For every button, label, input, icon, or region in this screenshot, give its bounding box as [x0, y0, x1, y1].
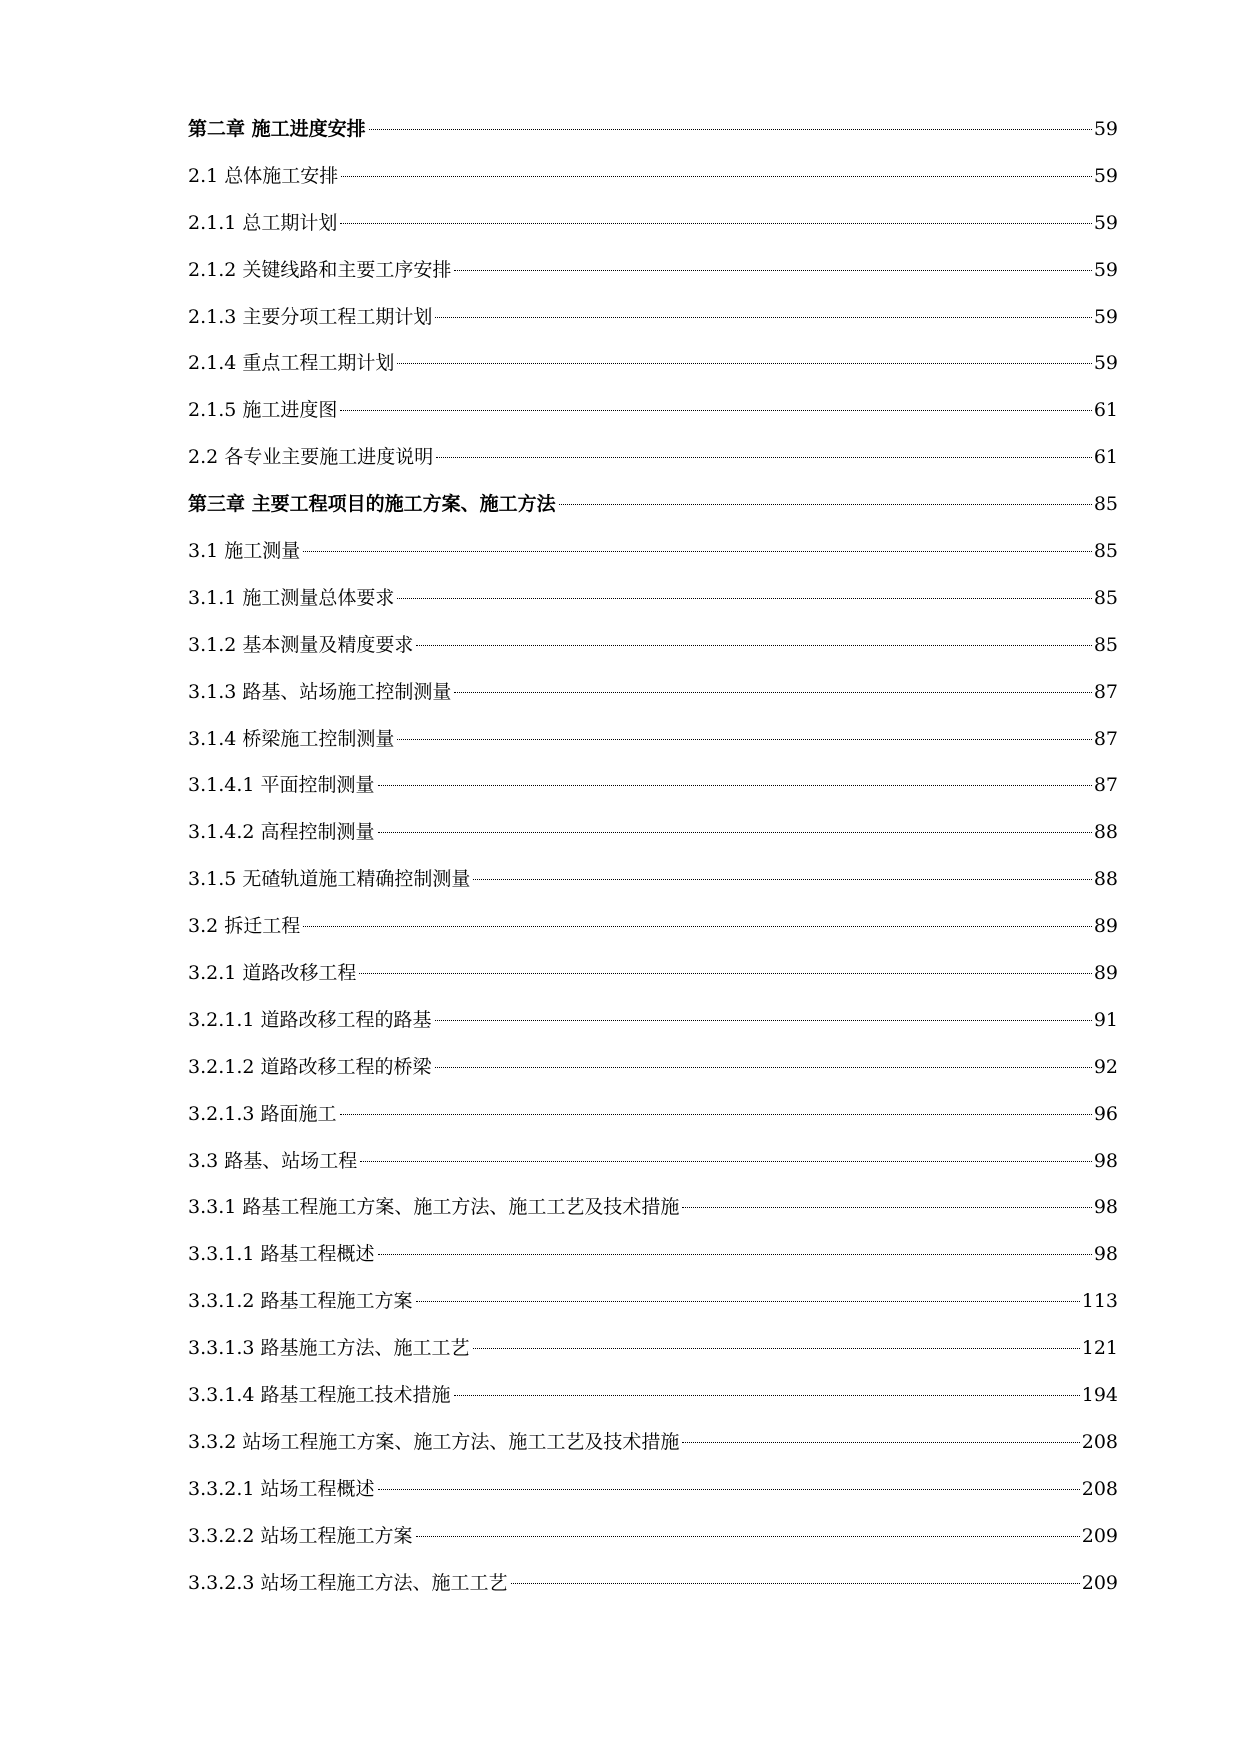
toc-leader-dots: [378, 1254, 1092, 1255]
toc-entry[interactable]: [188, 716, 1118, 763]
toc-entry-title: 3.3.1.4 路基工程施工技术措施: [188, 1384, 451, 1407]
toc-entry-title: 3.3.1.2 路基工程施工方案: [188, 1290, 413, 1313]
toc-leader-dots: [397, 598, 1091, 599]
toc-entry[interactable]: [188, 340, 1118, 387]
toc-leader-dots: [454, 692, 1091, 693]
toc-entry[interactable]: [188, 434, 1118, 481]
toc-entry-title: 3.1.1 施工测量总体要求: [188, 586, 395, 609]
toc-page-number: 88: [1093, 868, 1118, 891]
toc-page-number: 59: [1093, 211, 1118, 234]
toc-leader-dots: [511, 1583, 1080, 1584]
toc-entry-title: 3.3 路基、站场工程: [188, 1149, 358, 1172]
toc-entry[interactable]: [188, 1419, 1118, 1466]
toc-entry-title: 2.1.5 施工进度图: [188, 399, 338, 422]
toc-page-number: 59: [1093, 352, 1118, 375]
toc-entry-title: 3.1.5 无碴轨道施工精确控制测量: [188, 868, 471, 891]
toc-page-number: 98: [1093, 1196, 1118, 1219]
toc-entry[interactable]: [188, 1513, 1118, 1560]
toc-leader-dots: [454, 1395, 1080, 1396]
toc-entry[interactable]: [188, 481, 1118, 528]
toc-entry-title: 3.2.1 道路改移工程: [188, 962, 357, 985]
toc-entry-title: 3.1.3 路基、站场施工控制测量: [188, 680, 452, 703]
toc-entry[interactable]: [188, 106, 1118, 153]
toc-entry-title: 2.1 总体施工安排: [188, 164, 339, 187]
toc-entry[interactable]: [188, 1325, 1118, 1372]
toc-leader-dots: [340, 1114, 1092, 1115]
toc-page-number: 209: [1081, 1571, 1118, 1594]
toc-entry[interactable]: [188, 669, 1118, 716]
toc-page-number: 61: [1093, 399, 1118, 422]
toc-entry[interactable]: [188, 294, 1118, 341]
toc-entry[interactable]: [188, 1278, 1118, 1325]
toc-page-number: 85: [1093, 586, 1118, 609]
toc-leader-dots: [435, 1020, 1092, 1021]
toc-entry[interactable]: [188, 950, 1118, 997]
toc-page-number: 59: [1093, 118, 1118, 140]
toc-entry[interactable]: [188, 200, 1118, 247]
toc-leader-dots: [416, 1536, 1080, 1537]
toc-page-number: 92: [1093, 1055, 1118, 1078]
toc-entry-title: 第二章 施工进度安排: [188, 118, 366, 140]
toc-entry-title: 第三章 主要工程项目的施工方案、施工方法: [188, 493, 556, 516]
toc-entry-title: 3.1.4.2 高程控制测量: [188, 821, 375, 844]
toc-leader-dots: [473, 1348, 1080, 1349]
toc-leader-dots: [378, 832, 1092, 833]
toc-leader-dots: [454, 270, 1091, 271]
toc-leader-dots: [436, 457, 1092, 458]
table-of-contents: [188, 106, 1118, 1607]
toc-entry[interactable]: [188, 997, 1118, 1044]
toc-leader-dots: [397, 363, 1091, 364]
toc-leader-dots: [303, 926, 1092, 927]
toc-page-number: 85: [1093, 633, 1118, 656]
toc-leader-dots: [360, 1161, 1092, 1162]
toc-page-number: 208: [1081, 1430, 1118, 1453]
toc-entry-title: 3.1.4.1 平面控制测量: [188, 774, 375, 797]
toc-entry[interactable]: [188, 1560, 1118, 1607]
toc-leader-dots: [340, 223, 1091, 224]
toc-entry-title: 3.1.4 桥梁施工控制测量: [188, 727, 395, 750]
toc-entry-title: 3.2 拆迁工程: [188, 915, 301, 938]
toc-entry[interactable]: [188, 1231, 1118, 1278]
toc-entry[interactable]: [188, 762, 1118, 809]
toc-entry[interactable]: [188, 903, 1118, 950]
toc-page-number: 89: [1093, 962, 1118, 985]
toc-entry[interactable]: [188, 622, 1118, 669]
toc-page-number: 98: [1093, 1149, 1118, 1172]
toc-entry[interactable]: [188, 528, 1118, 575]
toc-page-number: 88: [1093, 821, 1118, 844]
toc-entry-title: 3.3.1 路基工程施工方案、施工方法、施工工艺及技术措施: [188, 1196, 680, 1219]
toc-entry-title: 2.1.1 总工期计划: [188, 211, 338, 234]
toc-page-number: 121: [1081, 1337, 1118, 1360]
toc-entry[interactable]: [188, 1091, 1118, 1138]
toc-entry-title: 3.3.1.3 路基施工方法、施工工艺: [188, 1337, 470, 1360]
toc-page-number: 96: [1093, 1102, 1118, 1125]
toc-page-number: 85: [1093, 493, 1118, 516]
toc-entry[interactable]: [188, 856, 1118, 903]
toc-entry[interactable]: [188, 153, 1118, 200]
toc-page-number: 87: [1093, 680, 1118, 703]
toc-leader-dots: [341, 176, 1092, 177]
toc-entry-title: 3.1 施工测量: [188, 540, 301, 563]
toc-leader-dots: [473, 879, 1091, 880]
toc-leader-dots: [416, 1301, 1080, 1302]
toc-entry-title: 3.3.2 站场工程施工方案、施工方法、施工工艺及技术措施: [188, 1430, 680, 1453]
toc-page-number: 113: [1081, 1290, 1118, 1313]
toc-leader-dots: [416, 645, 1091, 646]
toc-page-number: 89: [1093, 915, 1118, 938]
toc-leader-dots: [435, 1067, 1092, 1068]
toc-page-number: 87: [1093, 727, 1118, 750]
toc-entry-title: 3.3.2.1 站场工程概述: [188, 1477, 375, 1500]
toc-leader-dots: [682, 1442, 1079, 1443]
toc-page-number: 59: [1093, 164, 1118, 187]
toc-entry-title: 3.3.1.1 路基工程概述: [188, 1243, 375, 1266]
toc-entry[interactable]: [188, 1044, 1118, 1091]
toc-page-number: 194: [1081, 1384, 1118, 1407]
toc-page-number: 209: [1081, 1524, 1118, 1547]
toc-leader-dots: [378, 1489, 1080, 1490]
toc-entry-title: 3.1.2 基本测量及精度要求: [188, 633, 414, 656]
toc-leader-dots: [369, 129, 1092, 130]
toc-entry-title: 2.1.2 关键线路和主要工序安排: [188, 258, 452, 281]
toc-leader-dots: [359, 973, 1091, 974]
toc-entry[interactable]: [188, 1184, 1118, 1231]
toc-page-number: 85: [1093, 540, 1118, 563]
toc-page-number: 208: [1081, 1477, 1118, 1500]
toc-page-number: 87: [1093, 774, 1118, 797]
toc-entry-title: 3.3.2.3 站场工程施工方法、施工工艺: [188, 1571, 508, 1594]
toc-entry-title: 3.2.1.3 路面施工: [188, 1102, 337, 1125]
toc-page-number: 98: [1093, 1243, 1118, 1266]
toc-page-number: 59: [1093, 258, 1118, 281]
toc-page-number: 61: [1093, 446, 1118, 469]
toc-entry-title: 3.3.2.2 站场工程施工方案: [188, 1524, 413, 1547]
toc-page-number: 91: [1093, 1008, 1118, 1031]
toc-entry-title: 3.2.1.2 道路改移工程的桥梁: [188, 1055, 432, 1078]
toc-entry[interactable]: [188, 1466, 1118, 1513]
toc-entry[interactable]: [188, 1138, 1118, 1185]
toc-entry[interactable]: [188, 809, 1118, 856]
toc-leader-dots: [340, 410, 1091, 411]
toc-leader-dots: [397, 739, 1091, 740]
toc-entry-title: 3.2.1.1 道路改移工程的路基: [188, 1008, 432, 1031]
toc-entry[interactable]: [188, 247, 1118, 294]
toc-entry[interactable]: [188, 387, 1118, 434]
toc-entry-title: 2.1.4 重点工程工期计划: [188, 352, 395, 375]
toc-entry-title: 2.1.3 主要分项工程工期计划: [188, 305, 433, 328]
toc-entry-title: 2.2 各专业主要施工进度说明: [188, 446, 434, 469]
toc-page-number: 59: [1093, 305, 1118, 328]
toc-leader-dots: [682, 1207, 1091, 1208]
toc-leader-dots: [435, 317, 1091, 318]
toc-entry[interactable]: [188, 575, 1118, 622]
toc-entry[interactable]: [188, 1372, 1118, 1419]
toc-leader-dots: [559, 504, 1092, 505]
toc-leader-dots: [378, 785, 1092, 786]
toc-leader-dots: [303, 551, 1092, 552]
